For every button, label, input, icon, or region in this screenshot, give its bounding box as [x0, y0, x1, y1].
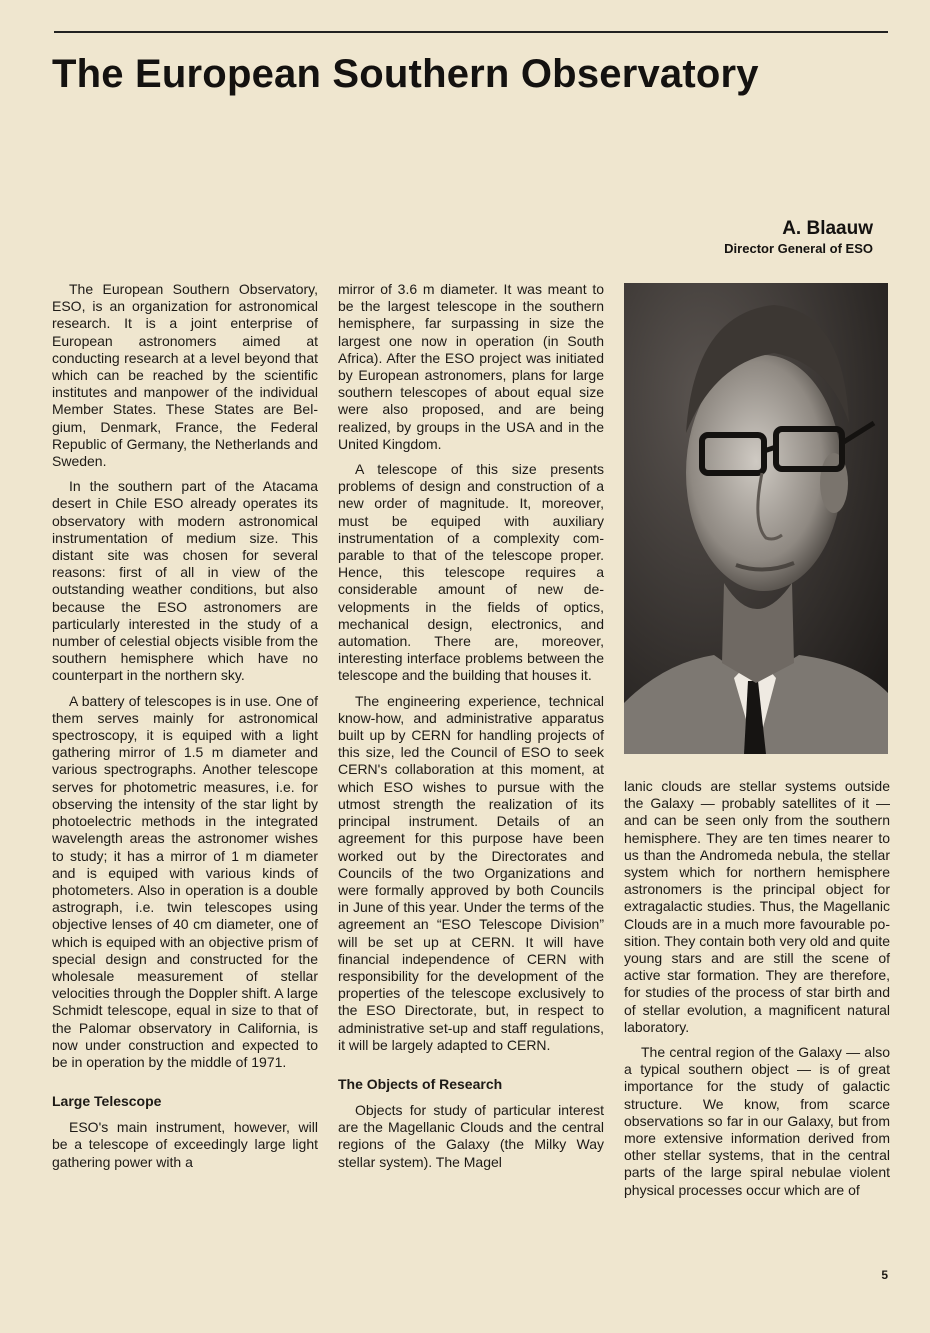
paragraph: The European Southern Observatory, ESO, is an organization for astronomical research. It is a joint enterprise of European astronomers aimed at conducting research at a level beyond that which can be reached by the scientific institutes and manpower of the individual Member States. These States are Belgium, Denmark, France, the Federal Republic of Germany, the Netherlands and Sweden.	[52, 281, 318, 470]
article-title: The European Southern Observatory	[52, 52, 759, 96]
column-3	[624, 778, 890, 1199]
portrait-icon	[624, 283, 888, 754]
author-name: A. Blaauw	[782, 218, 873, 239]
author-portrait-photo	[624, 283, 888, 754]
paragraph: The central region of the Galaxy — also a typical southern object — is of great importance for the study of galactic structure. We know, from scarce observations so far in our Galaxy, but from more extensive information derived from other stellar systems, that in the central parts of the large spiral nebulae violent physical processes occur which are of	[624, 1044, 890, 1198]
page-number: 5	[881, 1268, 888, 1282]
paragraph: The engineering experience, technical know-how, and administrative apparatus built up by CERN for handling projects of this size, led the Council of ESO to seek CERN's collaboration at this moment, at which ESO wishes to pursue with the utmost strength the realization of its principal instrument. Details of an agreement for this purpose have been worked out by the Directorates and Councils of the two Organizations and were formally approved by both Councils in June of this year. Under the terms of the agreement an “ESO Telescope Division” will be set up at CERN. It will have financial independence of CERN with responsibility for the development of the properties of the telescope exclusively to the ESO Directorate, but, in respect to administrative set-up and staff regulations, it will be largely adapted to CERN.	[338, 692, 604, 1053]
paragraph: mirror of 3.6 m diameter. It was meant to be the largest telescope in the southern hemisphere, far surpassing in size the largest one now in operation (in South Africa). After the ESO project was initiated by European astronomers, plans for large southern telescopes of about equal size were also proposed, and are being realized, by groups in the USA and in the United Kingdom.	[338, 281, 604, 452]
section-heading: Large Telescope	[52, 1093, 162, 1110]
column-2	[338, 281, 604, 1171]
paragraph: A battery of telescopes is in use. One of them serves mainly for astronomical spectroscopy, it is equiped with a light gathering mirror of 1.5 m diameter and various spectrographs. Another telescope serves for photometric measures, i.e. for observing the intensity of the star light by photoelectric methods in the integrated wavelength areas the astronomer wishes to study; it has a mirror of 1 m diameter and is equiped with various kinds of photometers. Also in operation is a double astrograph, i.e. twin telescopes using objective lenses of 40 cm diameter, one of which is equiped with an objective prism of special design and constructed for the wholesale measurement of stellar velocities through the Doppler shift. A large Schmidt telescope, equal in size to that of the Palomar observatory in California, is now under construction and expected to be in operation by the middle of 1971.	[52, 692, 318, 1070]
top-rule	[54, 31, 888, 33]
paragraph: A telescope of this size presents problems of design and construction of a new order of magnitude. It, moreover, must be equiped with auxiliary instrumentation of a complexity comparable to that of the telescope proper. Hence, this telescope requires a considerable amount of new developments in the fields of optics, mechanical design, electronics, and automation. There are, moreover, interesting interface problems between the telescope and the building that houses it.	[338, 461, 604, 684]
author-role: Director General of ESO	[724, 241, 873, 256]
paragraph: In the southern part of the Atacama desert in Chile ESO already operates its observatory with modern astronomical instrumentation of medium size. This distant site was chosen for several reasons: first of all in view of the outstanding weather conditions, but also because the ESO astronomers are particularly interested in the study of a number of celestial objects visible from the southern hemisphere which have no counterpart in the northern sky.	[52, 478, 318, 684]
byline	[724, 218, 873, 257]
paragraph: Objects for study of particular interest are the Magellanic Clouds and the central regions of the Galaxy (the Milky Way stellar system). The Magel	[338, 1101, 604, 1170]
column-1	[52, 281, 318, 1171]
paragraph: ESO's main instrument, however, will be a telescope of exceedingly large light gathering power with a	[52, 1119, 318, 1170]
paragraph: lanic clouds are stellar systems outside the Galaxy — probably satellites of it — and can be seen only from the southern hemisphere. They are ten times nearer to us than the Andromeda nebula, the stellar system which for northern hemisphere astronomers is the principal object for extragalactic studies. Thus, the Magellanic Clouds are in a much more favourable position. They contain both very old and quite young stars and are still the scene of active star formation. They are therefore, for studies of the process of star birth and of stellar evolution, a magnificent natural laboratory.	[624, 778, 890, 1035]
section-heading: The Objects of Research	[338, 1075, 503, 1092]
